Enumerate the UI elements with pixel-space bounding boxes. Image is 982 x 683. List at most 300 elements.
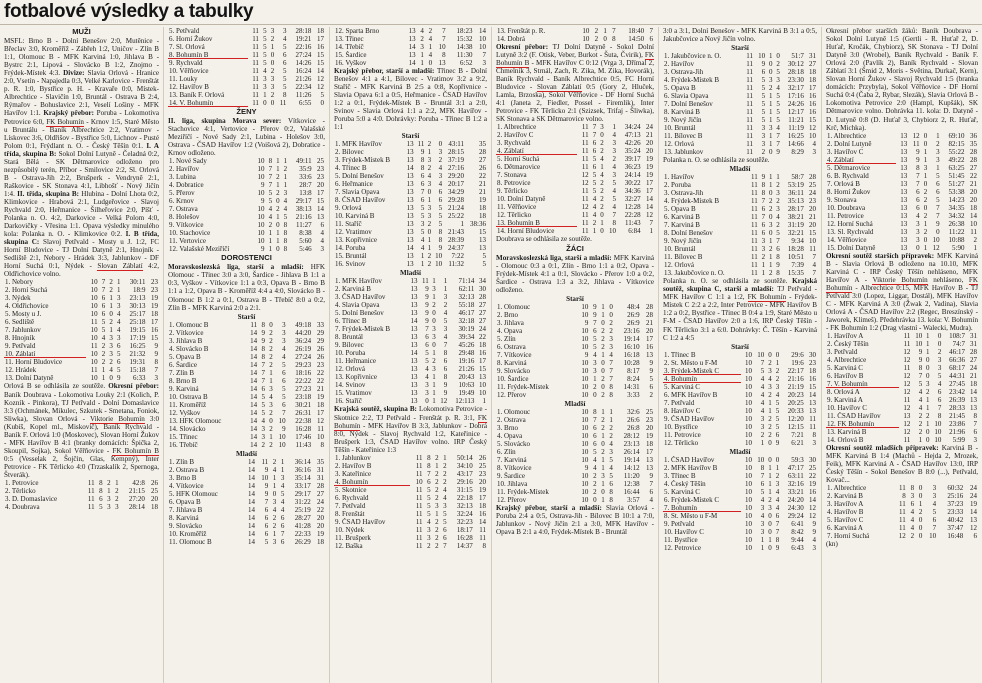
stat-cell: 1 (601, 431, 605, 440)
stat-cell: 17:16 (787, 92, 804, 101)
standings-row (826, 172, 978, 180)
stat-cell: 27 (809, 60, 816, 69)
stat-cell: 29:6 (791, 350, 804, 359)
stat-cell: 11 (87, 487, 95, 496)
stat-cell: 51:7 (791, 52, 804, 61)
stat-cell: 26 (317, 352, 324, 361)
team-name: 3. Havířov C (827, 147, 864, 156)
stat-cell: 10 (745, 414, 752, 423)
team-name: 5. Dolní Benešov (335, 309, 384, 318)
highlighted-team: FK Bohumín B (112, 446, 160, 455)
standings-row (663, 496, 817, 504)
stat-cell: 10 (438, 43, 446, 51)
stat-cell: 28:18 (787, 68, 804, 77)
standings-row (168, 506, 325, 514)
stat-cell: 7 (973, 420, 977, 429)
stat-cell: 2 (768, 414, 772, 423)
stat-cell: 9 (264, 465, 269, 474)
stat-cell: 25:16 (947, 492, 964, 501)
stat-cell: 49:18 (295, 320, 312, 329)
team-name: 7. Petřvald (664, 398, 695, 407)
stat-cell: 49:11 (295, 157, 312, 166)
stat-cell: 6 (420, 196, 425, 205)
stat-cell: 2 (775, 374, 780, 383)
stat-cell: 5 (282, 360, 286, 369)
stat-cell: 5 (761, 100, 766, 109)
stat-cell: 23:86 (949, 420, 966, 429)
stat-cell: 25 (151, 487, 158, 496)
text-run: Polanka n. O. se odhlásila ze soutěže. (663, 156, 770, 165)
stat-cell: 13 (900, 243, 908, 252)
stat-cell: 13 (410, 293, 418, 302)
stat-cell: 28 (479, 293, 486, 302)
stat-cell: 4 (918, 396, 923, 405)
stat-cell: 7 (427, 469, 431, 478)
team-name: 3. ČSAD Havířov (335, 293, 386, 302)
stat-cell: 15 (809, 116, 816, 125)
stat-cell: 5 (775, 422, 780, 431)
stat-cell: 4 (910, 508, 915, 517)
standings-row (826, 228, 978, 236)
stat-cell: 6 (99, 495, 103, 504)
stat-cell: 37:47 (947, 524, 964, 533)
stat-cell: 14 (250, 416, 258, 425)
stat-cell: 28 (479, 148, 486, 157)
stat-cell: 23 (317, 165, 324, 174)
standings-row (4, 495, 159, 503)
team-name: 11. Heřmanice (335, 357, 376, 366)
stat-cell: 9 (761, 173, 766, 182)
stat-cell: 1 (109, 302, 113, 311)
stat-cell: 50:14 (456, 453, 473, 462)
team-name: 1. Zlín B (169, 457, 195, 466)
stat-cell: 12 (903, 420, 911, 429)
stat-cell: 35:13 (787, 197, 804, 206)
stat-cell: 14 (408, 43, 416, 51)
standings-row (4, 278, 159, 286)
stat-cell: 11 (581, 187, 589, 196)
stat-cell: 5 (936, 195, 940, 204)
stat-cell: 4 (427, 172, 432, 181)
standings-row (496, 163, 654, 171)
stat-cell: 25:22 (448, 212, 464, 221)
stat-cell: 3 (425, 389, 429, 398)
stat-cell: 0 (425, 397, 429, 406)
stat-cell: 55:18 (458, 301, 475, 310)
stat-cell: 1 (420, 260, 425, 269)
standings-row (168, 75, 325, 83)
competition-label: Krajská soutěž, skupina B: (334, 405, 419, 414)
results-paragraph (826, 540, 978, 548)
stat-cell: 2 (925, 412, 930, 421)
team-name: 5. Opava B (169, 352, 201, 361)
stat-cell: 13 (406, 236, 414, 245)
team-name: 3. Ostrava-Jih (664, 189, 704, 198)
standings-table (334, 454, 487, 550)
stat-cell: 7 (264, 497, 269, 506)
team-name: 13. Jablunkov (664, 148, 704, 157)
stat-cell: 1 (923, 155, 928, 164)
stat-cell: 12 (317, 416, 324, 425)
team-name: 6. Krnov (169, 197, 194, 206)
stat-cell: 5 (117, 366, 121, 375)
standings-row (168, 353, 325, 361)
stat-cell: 2 (600, 147, 604, 156)
stat-cell: 3 (427, 533, 431, 542)
stat-cell: 10 (90, 286, 98, 295)
stat-cell: 23 (151, 286, 158, 295)
team-name: 3. Brno (497, 423, 518, 432)
stat-cell: 2 (768, 358, 772, 367)
team-name: 3. Havířov A (827, 500, 864, 509)
team-name: 14. Svinov (335, 381, 366, 390)
stat-cell: 12 (898, 532, 906, 541)
stat-cell: 10 (745, 487, 752, 496)
stat-cell: 4 (768, 374, 772, 383)
standings-row (334, 156, 487, 164)
stat-cell: 3 (443, 501, 447, 510)
standings-row (496, 456, 654, 464)
stat-cell: 6 (282, 51, 287, 59)
standings-row (496, 155, 654, 163)
stat-cell: 4 (612, 131, 617, 140)
stat-cell: 11:43 (624, 219, 641, 228)
stat-cell: 32:16 (787, 479, 804, 488)
stat-cell: 6 (593, 423, 597, 432)
stat-cell: 0 (320, 99, 324, 107)
stat-cell: 3 (612, 139, 617, 148)
page-title: fotbalové výsledky a tabulky (4, 1, 254, 22)
team-name: 4. Záblatí (496, 147, 577, 155)
team-name: 1. Olomouc B (169, 320, 209, 329)
standings-row (663, 480, 817, 488)
team-name: 9. Karviná A (827, 396, 863, 405)
stat-cell: 8 (442, 51, 446, 59)
stat-cell: 9 (261, 181, 265, 190)
stat-cell: 10 (581, 415, 589, 424)
stat-cell: 6 (117, 342, 121, 351)
stat-cell: 13 (900, 147, 908, 156)
results-paragraph (663, 277, 817, 341)
stat-cell: 10 (745, 358, 752, 367)
team-name: 8. Havířov C (664, 406, 701, 415)
stat-cell: 13 (900, 163, 908, 172)
stat-cell: 10 (745, 519, 752, 528)
stat-cell: 9 (918, 356, 923, 365)
team-name: 10. Jihlava (497, 479, 528, 488)
stat-cell: 2 (593, 479, 597, 488)
stat-cell: 8 (593, 407, 597, 416)
stat-cell: 13 (900, 171, 908, 180)
stat-cell: 13 (410, 397, 418, 406)
standings-row (496, 391, 654, 399)
stat-cell: 12 (581, 179, 589, 188)
standings-row (496, 139, 654, 147)
team-name: 13. Kopřivnice (335, 373, 377, 382)
stat-cell: 4 (101, 334, 106, 343)
standings-row (663, 213, 817, 221)
team-name: 12. Orlová (664, 140, 694, 149)
standings-row (663, 253, 817, 261)
stat-cell: 5 (937, 372, 942, 381)
stat-cell: 10 (257, 173, 265, 182)
standings-row (168, 425, 325, 433)
stat-cell: 2 (443, 469, 447, 478)
stat-cell: 27:16 (448, 164, 464, 173)
stat-cell: 28 (970, 348, 977, 357)
stat-cell: 3 (760, 422, 765, 431)
standings-row (334, 252, 487, 260)
stat-cell: 13 (646, 463, 653, 472)
results-paragraph (334, 405, 487, 453)
team-name: 4. Slavia Opava (335, 301, 380, 310)
team-name: 9. Vítkovice (169, 221, 204, 230)
stat-cell: 5 (283, 213, 288, 222)
stat-cell: 10 (745, 406, 752, 415)
stat-cell: 1 (768, 398, 772, 407)
team-name: 6. Karviná B (664, 213, 700, 222)
results-paragraph (663, 156, 817, 164)
stat-cell: 6 (592, 139, 597, 148)
stat-cell: 13 (406, 252, 414, 261)
standings-row (168, 482, 325, 490)
team-name: 13. Baník F. Orlová (169, 91, 225, 99)
text-run: Hlubina - Dolní Lhota 0:2, Klimkovice - Hrabová 2:1, Ludgeřovice - Slavoj Rychvald 2:0, Heřmanice - Šilheřovice 2:0, Píšť - Polanka n. O. 4:2, Darkovice - Velká Polom 4:0, Darkovičky - Vřesina 1:1. (4, 189, 159, 231)
stat-cell: 7 (261, 360, 265, 369)
stat-cell: 7 (443, 341, 448, 350)
team-name: 1. Olomouc (497, 302, 531, 311)
stat-cell: 1 (925, 396, 930, 405)
standings-row (4, 302, 159, 310)
stat-cell: 3 (432, 325, 436, 334)
stat-cell: 6 (593, 431, 597, 440)
stat-cell: 2 (435, 493, 439, 502)
stat-cell: 5 (264, 537, 269, 546)
stat-cell: 14 (970, 508, 977, 517)
stat-cell: 0 (918, 532, 923, 541)
team-name: 2. Havířov C (497, 131, 534, 140)
stat-cell: 4 (812, 140, 816, 149)
highlighted-team: Viktorie Bohumín (872, 275, 928, 284)
stat-cell: 11 (581, 147, 589, 156)
stat-cell: 3 (925, 380, 930, 389)
stat-cell: 19 (970, 500, 977, 509)
standings-table (496, 123, 654, 235)
text-run: Sokol Dolní Lutyně - Čeladná 0:2, Stará Bělá - SK Dětmarovice odloženo pro nezpůsobilý terén, Příbor - Smilovice 2:2, Sl. Orlová B - Ostrava-Jih 2:2, Brušperk - Vendryně 2:1, Raškovice - SK Stonava 4:1, Libhošť - Nový Jičín 1:4. (4, 149, 159, 198)
standings-row (663, 472, 817, 480)
team-name: 14. Orlová B (827, 436, 864, 445)
stat-cell: 12 (809, 124, 816, 133)
stat-cell: 47:13 (624, 131, 641, 140)
team-name: 3. Kateřinice (335, 469, 372, 478)
stat-cell: 4 (910, 516, 915, 525)
stat-cell: 11 (415, 493, 423, 502)
stat-cell: 22:38 (295, 416, 312, 425)
standings-row (4, 286, 159, 294)
standings-row (334, 526, 487, 534)
standings-row (826, 412, 978, 420)
stat-cell: 29:17 (294, 489, 311, 498)
stat-cell: 5 (918, 380, 923, 389)
stat-cell: 31:22 (294, 497, 311, 506)
stat-cell: 2 (601, 423, 605, 432)
standings-row (663, 504, 817, 512)
stat-cell: 6 (425, 341, 429, 350)
stat-cell: 7 (261, 368, 265, 377)
results-paragraph (496, 43, 654, 123)
results-paragraph (4, 382, 159, 479)
stat-cell: 28:12 (623, 431, 640, 440)
stat-cell: 6 (916, 187, 920, 196)
stat-cell: 0 (937, 332, 942, 341)
stat-cell: 2 (272, 457, 277, 466)
stat-cell: 2 (760, 430, 765, 439)
stat-cell: 9 (425, 293, 429, 302)
standings-row (663, 439, 817, 447)
stat-cell: 11:43 (295, 440, 312, 449)
stat-cell: 18 (646, 439, 653, 448)
stat-cell: 1 (115, 479, 119, 488)
stat-cell: 5 (282, 392, 286, 401)
stat-cell: 11 (252, 83, 259, 91)
stat-cell: 22:28 (624, 211, 641, 220)
stat-cell: 7 (101, 278, 106, 287)
stat-cell: 3 (609, 342, 613, 351)
stat-cell: 2 (276, 189, 280, 198)
stat-cell: 3 (593, 358, 597, 367)
stat-cell: 1 (268, 229, 273, 238)
stat-cell: 14 (970, 211, 977, 220)
stat-cell: 13 (900, 187, 908, 196)
stat-cell: 4 (282, 352, 286, 361)
stat-cell: 27 (970, 163, 977, 172)
stat-cell: 11 (581, 219, 589, 228)
stat-cell: 12:38 (623, 479, 640, 488)
stat-cell: 55:22 (948, 147, 965, 156)
stat-cell: 1 (601, 455, 605, 464)
stat-cell: 30:21 (295, 400, 312, 409)
stat-cell: 16:28 (456, 533, 473, 542)
stat-cell: 11 (898, 484, 906, 493)
stat-cell: 31 (970, 340, 977, 349)
team-name: 13. Jakubčovice n. O. (664, 269, 725, 278)
standings-row (663, 108, 817, 116)
team-name: 1. Albrechtice (827, 131, 867, 140)
stat-cell: 10 (970, 219, 977, 228)
stat-cell: 7 (916, 179, 920, 188)
stat-cell: 23:33 (947, 508, 964, 517)
stat-cell: 4 (272, 465, 277, 474)
stat-cell: 1 (593, 374, 597, 383)
standings-row (168, 433, 325, 441)
standings-row (334, 349, 487, 357)
stat-cell: 5 (761, 108, 766, 117)
stat-cell: 28:17 (787, 205, 804, 214)
team-name: 6. Třinec B (335, 317, 367, 326)
stat-cell: 26:39 (949, 396, 966, 405)
stat-cell: 28 (970, 155, 977, 164)
stat-cell: 12:17 (787, 108, 804, 117)
stat-cell: 9 (593, 302, 597, 311)
stat-cell: 3 (435, 501, 439, 510)
stat-cell: 13 (410, 389, 418, 398)
stat-cell: 47:17 (787, 463, 804, 472)
stat-cell: 4 (600, 155, 604, 164)
stat-cell: 9 (916, 155, 920, 164)
stat-cell: 23:30 (787, 76, 804, 85)
stat-cell: 14 (247, 537, 255, 546)
highlighted-team: FK Bohumín (334, 413, 487, 430)
team-name: 9. ČSAD Havířov (335, 517, 386, 526)
stat-cell: 46:17 (458, 309, 475, 318)
team-name: 11. Bílovec B (664, 253, 703, 262)
stat-cell: 13 (406, 220, 414, 229)
standings-row (663, 528, 817, 536)
stat-cell: 13 (809, 406, 816, 415)
stat-cell: 2 (272, 521, 277, 530)
team-name: 8. Karviná (169, 513, 199, 522)
stat-cell: 11 (746, 76, 754, 85)
stat-cell: 20 (970, 187, 977, 196)
stat-cell: 10 (745, 390, 752, 399)
stat-cell: 63:11 (788, 471, 804, 480)
stat-cell: 0 (923, 179, 928, 188)
stat-cell: 16:44 (623, 487, 640, 496)
subsection-heading: Mladší (729, 165, 751, 174)
stat-cell: 1 (601, 310, 605, 319)
standings-row (334, 188, 487, 196)
team-name: 4. Opava (497, 326, 523, 335)
standings-row (826, 356, 978, 364)
stat-cell: 20 (317, 513, 324, 522)
standings-row (334, 478, 487, 486)
stat-cell: 2 (269, 440, 273, 449)
stat-cell: 23 (317, 173, 324, 182)
standings-row (826, 508, 978, 516)
stat-cell: 12 (440, 397, 448, 406)
stat-cell: 5 (282, 384, 286, 393)
stat-cell: 2 (435, 517, 439, 526)
standings-row (496, 303, 654, 311)
stat-cell: 8 (609, 487, 613, 496)
stat-cell: 2 (593, 487, 597, 496)
stat-cell: 2 (443, 301, 448, 310)
standings-row (826, 500, 978, 508)
stat-cell: 29:28 (448, 196, 464, 205)
standings-row (168, 51, 325, 59)
standings-row (334, 180, 487, 188)
stat-cell: 4 (760, 382, 765, 391)
stat-cell: 0 (600, 211, 604, 220)
competition-label: II. liga, skupina Morava sever: (168, 117, 288, 126)
stat-cell: 1 (427, 236, 432, 245)
stat-cell: 2 (269, 336, 273, 345)
stat-cell: 2 (269, 344, 273, 353)
text-run: Baník Doubrava - Lokomotiva Louky 2:1 (Kolich, P. Kozník - Pinkora), TJ Petřvald - Dolní Domaslavice 3:3 (Ochmánek, Mikulec, Szkutek - Smetana, Foniok, Sliwka), Slovan Orlová - (4, 390, 159, 423)
stat-cell: 12 (903, 348, 911, 357)
stat-cell: 0 (918, 524, 923, 533)
stat-cell: 38:36 (470, 220, 486, 229)
stat-cell: 5 (261, 408, 265, 417)
standings-row (826, 364, 978, 372)
stat-cell: 22 (317, 505, 324, 514)
stat-cell: 1 (427, 196, 432, 205)
stat-cell: 1 (768, 173, 773, 182)
stat-cell: 7 (592, 131, 597, 140)
stat-cell: 20:33 (787, 406, 804, 415)
stat-cell: 4 (320, 229, 324, 238)
stat-cell: 2 (115, 487, 119, 496)
